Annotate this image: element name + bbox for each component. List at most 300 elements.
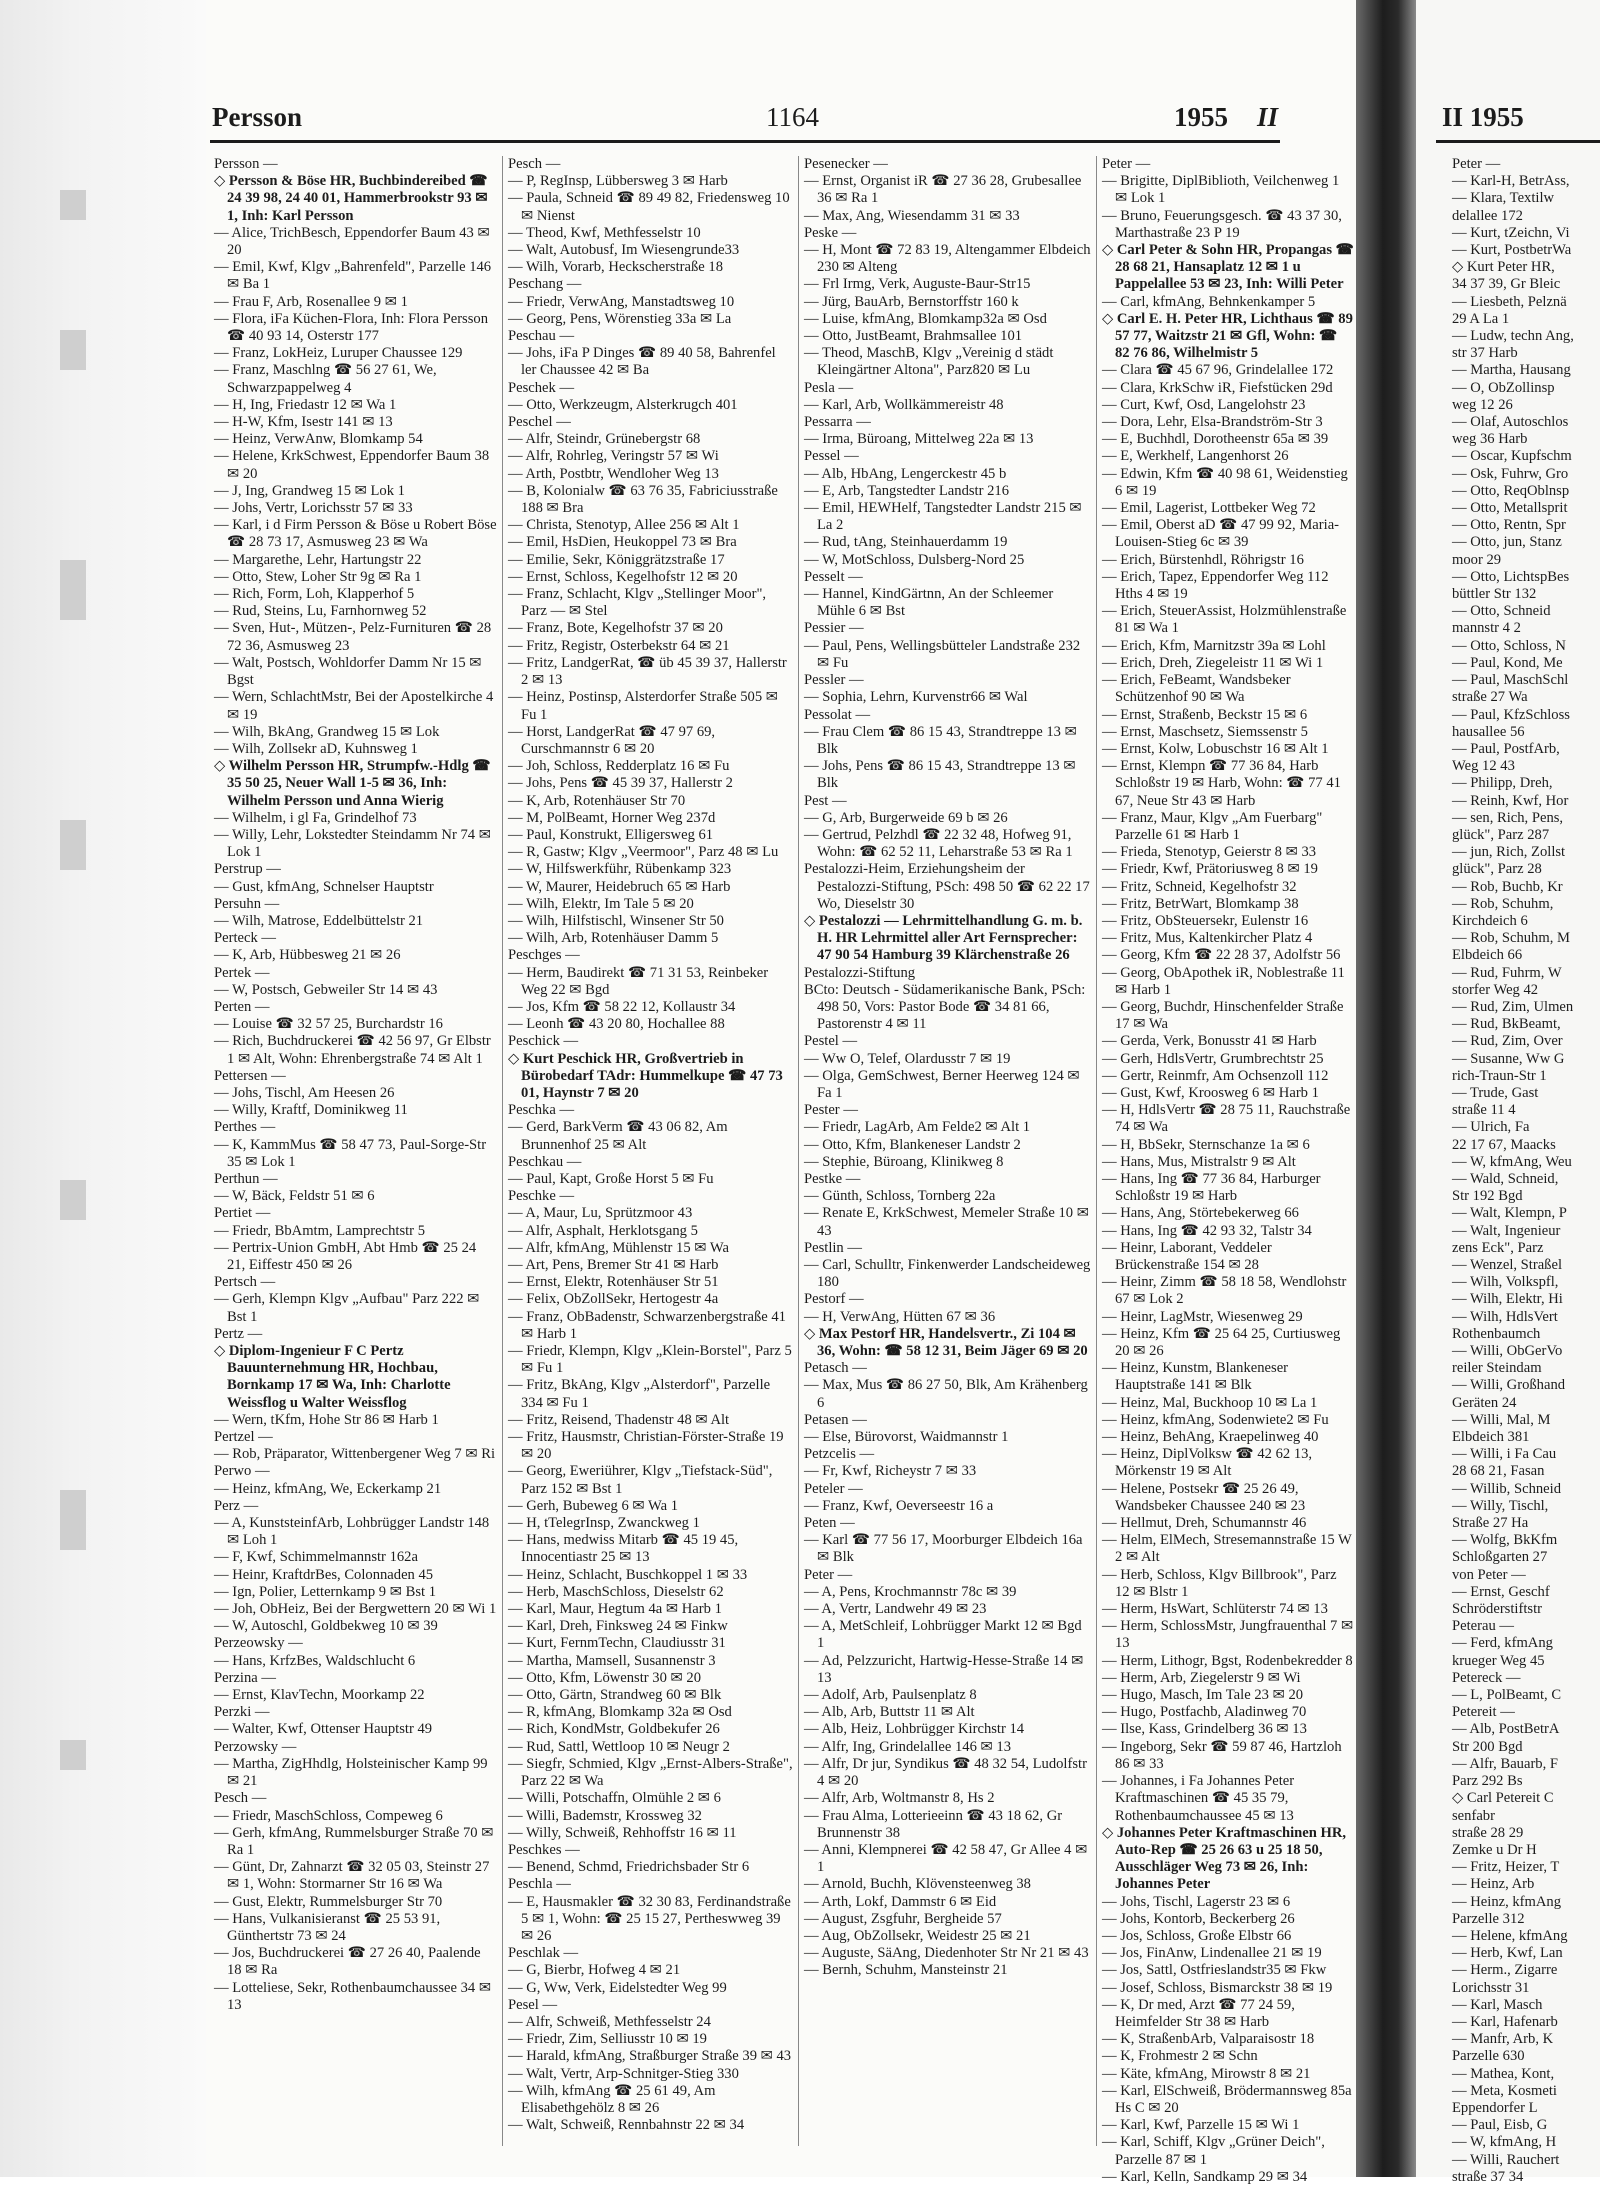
- directory-entry: — Fritz, BetrWart, Blomkamp 38: [1102, 895, 1299, 912]
- directory-entry: — Paul, PostfArb,: [1452, 740, 1560, 757]
- directory-entry: — Ernst, Klempn ☎ 77 36 84, Harb Schloßstr 19 ✉ Harb, Wohn: ☎ 77 41 67, Neue Str 43 ✉ Harb: [1102, 758, 1341, 809]
- directory-entry: — Georg, Buchdr, Hinschenfelder Straße 17 ✉ Wa: [1102, 998, 1344, 1033]
- surname-heading: Peschek —: [508, 379, 575, 396]
- surname-heading: Pesla —: [804, 379, 854, 396]
- directory-entry: — Horst, LandgerRat ☎ 47 97 69, Curschmannstr 6 ✉ 20: [508, 723, 716, 757]
- surname-heading: Pest —: [804, 792, 847, 809]
- directory-entry: — W, Bäck, Feldstr 51 ✉ 6: [214, 1188, 375, 1205]
- directory-entry: — Willy, Schweiß, Rehhoffstr 16 ✉ 11: [508, 1824, 737, 1841]
- directory-entry: — Siegfr, Schmied, Klgv „Ernst-Albers-Straße", Parz 22 ✉ Wa: [508, 1755, 793, 1790]
- directory-entry: — Osk, Fuhrw, Gro: [1452, 465, 1569, 482]
- directory-entry: rich-Traun-Str 1: [1452, 1067, 1547, 1084]
- directory-entry: ◇ Carl Peter & Sohn HR, Propangas ☎ 28 68 21, Hansaplatz 12 ✉ 1 u Pappelallee 53 ✉ 23, Inh: Willi Peter: [1102, 242, 1354, 293]
- directory-entry: Peterau —: [1452, 1618, 1515, 1635]
- directory-entry: — Friedr, Kwf, Prätoriusweg 8 ✉ 19: [1102, 861, 1318, 878]
- directory-entry: Parzelle 312: [1452, 1910, 1525, 1927]
- directory-entry: — Walter, Kwf, Ottenser Hauptstr 49: [214, 1721, 433, 1738]
- directory-entry: — Clara, KrkSchw iR, Fiefstücken 29d: [1102, 379, 1333, 396]
- surname-heading: Pessolat —: [804, 706, 871, 723]
- directory-page: [206, 0, 1356, 2185]
- directory-entry: — Karl, Dreh, Finksweg 24 ✉ Finkw: [508, 1618, 728, 1635]
- directory-entry: — Brigitte, DiplBiblioth, Veilchenweg 1 ✉ Lok 1: [1102, 173, 1340, 207]
- directory-entry: hausallee 56: [1452, 723, 1525, 740]
- directory-entry: — Rich, Form, Loh, Klapperhof 5: [214, 586, 415, 603]
- directory-entry: — Alfr, Rohrleg, Veringstr 57 ✉ Wi: [508, 448, 719, 465]
- directory-entry: — Georg, Eweriührer, Klgv „Tiefstack-Süd", Parz 152 ✉ Bst 1: [508, 1463, 773, 1497]
- surname-heading: Peschlak —: [508, 1945, 579, 1962]
- directory-entry: — Erich, Tapez, Eppendorfer Weg 112 Hths 4 ✉ 19: [1102, 568, 1329, 603]
- directory-entry: — Walt, Schweiß, Rennbahnstr 22 ✉ 34: [508, 2117, 745, 2134]
- directory-entry: Elbdeich 381: [1452, 1429, 1530, 1446]
- surname-heading: Pertz —: [214, 1325, 263, 1342]
- directory-entry: — Willi, Potschaffn, Olmühle 2 ✉ 6: [508, 1790, 721, 1807]
- surname-heading: Peschkau —: [508, 1153, 582, 1170]
- surname-heading: Peschges —: [508, 947, 580, 964]
- surname-heading: Perthes —: [214, 1119, 276, 1136]
- directory-entry: — H, Mont ☎ 72 83 19, Altengammer Elbdeich 230 ✉ Alteng: [804, 242, 1091, 276]
- directory-entry: — A, Maur, Lu, Sprützmoor 43: [508, 1205, 693, 1222]
- directory-entry: — Johs, Pens ☎ 86 15 43, Strandtreppe 13 ✉ Blk: [804, 758, 1076, 792]
- directory-entry: — K, StraßenbArb, Valparaisostr 18: [1102, 2031, 1315, 2048]
- directory-entry: — Mathea, Kont,: [1452, 2065, 1555, 2082]
- directory-entry: — Paul, Kapt, Große Horst 5 ✉ Fu: [508, 1170, 714, 1187]
- directory-entry: ◇ Wilhelm Persson HR, Strumpfw.-Hdlg ☎ 35 50 25, Neuer Wall 1-5 ✉ 36, Inh: Wilhelm Persson und Anna Wierig: [214, 758, 491, 809]
- directory-entry: — Alfr, Arb, Woltmanstr 8, Hs 2: [804, 1790, 995, 1807]
- directory-entry: — Emil, Kwf, Klgv „Bahrenfeld", Parzelle 146 ✉ Ba 1: [214, 259, 492, 293]
- directory-entry: — Wilh, Zollsekr aD, Kuhnsweg 1: [214, 740, 418, 757]
- directory-entry: — Bruno, Feuerungsgesch. ☎ 43 37 30, Marthastraße 23 P 19: [1102, 207, 1342, 241]
- directory-entry: Str 192 Bgd: [1452, 1188, 1523, 1205]
- directory-entry: — Otto, Stew, Loher Str 9g ✉ Ra 1: [214, 568, 422, 585]
- directory-entry: Schröderstiftstr: [1452, 1601, 1542, 1618]
- directory-entry: — Hans, medwiss Mitarb ☎ 45 19 45, Innocentiastr 25 ✉ 13: [508, 1532, 739, 1566]
- directory-entry: — Frau Clem ☎ 86 15 43, Strandtreppe 13 ✉ Blk: [804, 723, 1077, 757]
- scan-artifact: [60, 330, 86, 370]
- directory-entry: — Herm, Arb, Ziegelerstr 9 ✉ Wi: [1102, 1669, 1301, 1686]
- directory-entry: — Ilse, Kass, Grindelberg 36 ✉ 13: [1102, 1721, 1307, 1738]
- directory-entry: ◇ Max Pestorf HR, Handelsvertr., Zi 104 ✉ 36, Wohn: ☎ 58 12 31, Beim Jäger 69 ✉ 20: [804, 1325, 1088, 1360]
- directory-entry: — Arnold, Buchh, Klövensteenweg 38: [804, 1876, 1031, 1893]
- directory-entry: — Otto, Kfm, Löwenstr 30 ✉ 20: [508, 1669, 702, 1686]
- surname-heading: Pestlin —: [804, 1239, 862, 1256]
- surname-heading: Pertsch —: [214, 1274, 276, 1291]
- directory-entry: — Erich, Kfm, Marnitzstr 39a ✉ Lohl: [1102, 637, 1326, 654]
- directory-entry: — Meta, Kosmeti: [1452, 2082, 1557, 2099]
- directory-entry: — Alb, PostBetrA: [1452, 1721, 1560, 1738]
- directory-entry: — Max, Ang, Wiesendamm 31 ✉ 33: [804, 207, 1020, 224]
- directory-entry: — Hans, Ang, Störtebekerweg 66: [1102, 1205, 1299, 1222]
- directory-entry: — Trude, Gast: [1452, 1084, 1539, 1101]
- directory-entry: — M, PolBeamt, Horner Weg 237d: [508, 809, 716, 826]
- surname-heading: Perzki —: [214, 1704, 270, 1721]
- directory-entry: — Otto, Werkzeugm, Alsterkrugch 401: [508, 396, 738, 413]
- surname-heading: Petasen —: [804, 1411, 867, 1428]
- directory-entry: — Heinz, Kfm ☎ 25 64 25, Curtiusweg 20 ✉ 26: [1102, 1325, 1341, 1360]
- directory-entry: — Willi, Rauchert: [1452, 2151, 1560, 2168]
- directory-entry: — Herb, Kwf, Lan: [1452, 1945, 1563, 1962]
- surname-heading: Perteck —: [214, 930, 277, 947]
- directory-entry: — Ludw, techn Ang,: [1452, 328, 1574, 345]
- directory-entry: — Wilh, Vorarb, Heckscherstraße 18: [508, 259, 724, 276]
- directory-entry: glück", Parz 28: [1452, 861, 1542, 878]
- directory-entry: — Sophia, Lehrn, Kurvenstr66 ✉ Wal: [804, 689, 1028, 706]
- directory-entry: — Martha, ZigHhdlg, Holsteinischer Kamp 99 ✉ 21: [214, 1755, 488, 1790]
- directory-entry: — Willi, Bademstr, Krossweg 32: [508, 1807, 702, 1824]
- directory-entry: — Rob, Schuhm,: [1452, 895, 1554, 912]
- directory-entry: — Johs, Vertr, Lorichsstr 57 ✉ 33: [214, 500, 413, 517]
- directory-entry: — Ernst, Maschsetz, Siemssenstr 5: [1102, 723, 1308, 740]
- directory-entry: — Gerh, HdlsVertr, Grumbrechtstr 25: [1102, 1050, 1324, 1067]
- directory-entry: — Erich, SteuerAssist, Holzmühlenstraße 81 ✉ Wa 1: [1102, 603, 1347, 637]
- directory-entry: Pestalozzi-Heim, Erziehungsheim der Pestalozzi-Stiftung, PSch: 498 50 ☎ 62 22 17 Wo, Dieselstr 30: [804, 861, 1090, 912]
- directory-entry: — Edwin, Kfm ☎ 40 98 61, Weidenstieg 6 ✉ 19: [1102, 465, 1348, 499]
- directory-entry: — Rud, Fuhrm, W: [1452, 964, 1562, 981]
- directory-entry: — Ernst, Organist iR ☎ 27 36 28, Grubesallee 36 ✉ Ra 1: [804, 173, 1082, 207]
- column-divider: [502, 156, 503, 2146]
- directory-entry: — Johs, Tischl, Am Heesen 26: [214, 1084, 395, 1101]
- directory-entry: — Helene, kfmAng: [1452, 1927, 1568, 1944]
- adjacent-page: [1416, 0, 1600, 2185]
- directory-entry: — Friedr, Klempn, Klgv „Klein-Borstel", Parz 5 ✉ Fu 1: [508, 1343, 792, 1377]
- directory-entry: — H, HdlsVertr ☎ 28 75 11, Rauchstraße 74 ✉ Wa: [1102, 1102, 1351, 1136]
- directory-entry: — Wilh, Arb, Rotenhäuser Damm 5: [508, 930, 719, 947]
- directory-entry: — Olga, GemSchwest, Berner Heerweg 124 ✉ Fa 1: [804, 1067, 1080, 1101]
- surname-heading: Perzowsky —: [214, 1738, 297, 1755]
- surname-heading: Pestorf —: [804, 1291, 864, 1308]
- directory-entry: — Willy, Lehr, Lokstedter Steindamm Nr 74 ✉ Lok 1: [214, 826, 491, 861]
- surname-heading: Pessler —: [804, 672, 864, 689]
- directory-entry: — K, Frohmestr 2 ✉ Schn: [1102, 2048, 1258, 2065]
- page-number: 1164: [766, 102, 819, 132]
- directory-entry: — Leonh ☎ 43 20 80, Hochallee 88: [508, 1016, 725, 1033]
- directory-entry: — Lotteliese, Sekr, Rothenbaumchaussee 34 ✉ 13: [214, 1979, 492, 2013]
- directory-entry: straße 27 Wa: [1452, 689, 1528, 706]
- directory-entry: — Herm, HsWart, Schlüterstr 74 ✉ 13: [1102, 1601, 1328, 1618]
- directory-entry: — Irma, Büroang, Mittelweg 22a ✉ 13: [804, 431, 1034, 448]
- directory-entry: — Else, Bürovorst, Waidmannstr 1: [804, 1429, 1009, 1446]
- directory-entry: — Erich, Dreh, Ziegeleistr 11 ✉ Wi 1: [1102, 654, 1324, 671]
- directory-entry: — Susanne, Ww G: [1452, 1050, 1565, 1067]
- surname-heading: Petzcelis —: [804, 1446, 875, 1463]
- directory-entry: — Wilh, HdlsVert: [1452, 1308, 1558, 1325]
- directory-entry: — Frau F, Arb, Rosenallee 9 ✉ 1: [214, 293, 408, 310]
- directory-entry: — E, Hausmakler ☎ 32 30 83, Ferdinandstraße 5 ✉ 1, Wohn: ☎ 25 15 27, Pertheswweg 39 ✉ 26: [508, 1893, 791, 1944]
- directory-entry: — Herm, Baudirekt ☎ 71 31 53, Reinbeker Weg 22 ✉ Bgd: [508, 964, 769, 998]
- directory-entry: straße 37 34: [1452, 2168, 1524, 2185]
- directory-entry: — Paul, Kond, Me: [1452, 654, 1563, 671]
- directory-entry: — Theod, MaschB, Klgv „Vereinig d städt Kleingärtner Altona", Parz820 ✉ Lu: [804, 345, 1054, 379]
- directory-entry: — K, Arb, Rotenhäuser Str 70: [508, 792, 686, 809]
- directory-entry: — Benend, Schmd, Friedrichsbader Str 6: [508, 1859, 750, 1876]
- directory-entry: — Willy, Tischl,: [1452, 1497, 1549, 1514]
- directory-entry: — Adolf, Arb, Paulsenplatz 8: [804, 1687, 977, 1704]
- page-volume: II: [1256, 102, 1278, 132]
- directory-entry: — Georg, Pens, Wörenstieg 33a ✉ La: [508, 310, 732, 327]
- surname-heading: Pester —: [804, 1102, 858, 1119]
- directory-entry: — Rud, BkBeamt,: [1452, 1016, 1561, 1033]
- directory-entry: — Friedr, BbAmtm, Lamprechtstr 5: [214, 1222, 425, 1239]
- directory-entry: — Friedr, Zim, Selliusstr 10 ✉ 19: [508, 2031, 707, 2048]
- directory-entry: — Otto, Kfm, Blankeneser Landstr 2: [804, 1136, 1021, 1153]
- directory-entry: — Günth, Schloss, Tornberg 22a: [804, 1188, 996, 1205]
- directory-entry: — Kurt, tZeichn, Vi: [1452, 224, 1570, 241]
- directory-entry: Rothenbaumch: [1452, 1325, 1541, 1342]
- adjacent-page-column: [1452, 156, 1612, 2186]
- directory-column-1: [214, 156, 498, 2154]
- directory-entry: storfer Weg 42: [1452, 981, 1539, 998]
- directory-entry: ◇ Pestalozzi — Lehrmittelhandlung G. m. b. H. HR Lehrmittel aller Art Fernsprecher: 47 90 54 Hamburg 39 Klärchenstraße 26: [804, 912, 1083, 964]
- directory-entry: weg 12 26: [1452, 396, 1513, 413]
- directory-entry: — Clara ☎ 45 67 96, Grindelallee 172: [1102, 362, 1334, 379]
- directory-entry: — P, RegInsp, Lübbersweg 3 ✉ Harb: [508, 173, 728, 190]
- directory-entry: — Ad, Pelzzuricht, Hartwig-Hesse-Straße 14 ✉ 13: [804, 1652, 1084, 1686]
- directory-entry: von Peter —: [1452, 1566, 1526, 1583]
- directory-entry: — Willi, i Fa Cau: [1452, 1446, 1557, 1463]
- surname-heading: Pesenecker —: [804, 156, 888, 172]
- directory-entry: — Carl, Schulltr, Finkenwerder Landscheideweg 180: [804, 1257, 1091, 1291]
- directory-entry: — Ww O, Telef, Olardusstr 7 ✉ 19: [804, 1050, 1011, 1067]
- directory-entry: — Fritz, Schneid, Kegelhofstr 32: [1102, 878, 1297, 895]
- directory-entry: — Heinz, kfmAng, Sodenwiete2 ✉ Fu: [1102, 1411, 1329, 1428]
- directory-entry: — Emil, HsDien, Heukoppel 73 ✉ Bra: [508, 534, 737, 551]
- directory-entry: — Heinz, Arb: [1452, 1876, 1535, 1893]
- directory-entry: — Herb, Schloss, Klgv Billbrook", Parz 12 ✉ Blstr 1: [1102, 1566, 1337, 1600]
- directory-entry: — W, kfmAng, Weu: [1452, 1153, 1572, 1170]
- directory-entry: — Hans, Vulkanisieranst ☎ 25 53 91, Günthertstr 73 ✉ 24: [214, 1910, 441, 1944]
- surname-heading: Perwo —: [214, 1463, 270, 1480]
- directory-entry: Petereit —: [1452, 1704, 1515, 1721]
- directory-entry: — Manfr, Arb, K: [1452, 2031, 1554, 2048]
- directory-entry: — Fritz, Heizer, T: [1452, 1859, 1560, 1876]
- directory-entry: — Johs, Pens ☎ 45 39 37, Hallerstr 2: [508, 775, 733, 792]
- directory-entry: — Wald, Schneid,: [1452, 1170, 1559, 1187]
- directory-entry: — sen, Rich, Pens,: [1452, 809, 1564, 826]
- directory-entry: — Wilh, Matrose, Eddelbüttelstr 21: [214, 912, 424, 929]
- directory-entry: Peter —: [1452, 156, 1501, 172]
- directory-entry: — Franz, LokHeiz, Luruper Chaussee 129: [214, 345, 463, 362]
- directory-entry: ◇ Johannes Peter Kraftmaschinen HR, Auto-Rep ☎ 25 26 63 u 25 18 50, Ausschläger Weg 73 ✉ 26, Inh: Johannes Peter: [1102, 1824, 1347, 1893]
- directory-entry: Weg 12 43: [1452, 758, 1515, 775]
- directory-entry: — Fritz, BkAng, Klgv „Alsterdorf", Parzelle 334 ✉ Fu 1: [508, 1377, 771, 1411]
- directory-entry: — Hugo, Postfachb, Aladinweg 70: [1102, 1704, 1307, 1721]
- directory-entry: — Alice, TrichBesch, Eppendorfer Baum 43 ✉ 20: [214, 224, 490, 259]
- directory-entry: — W, Postsch, Gebweiler Str 14 ✉ 43: [214, 981, 438, 998]
- directory-entry: — Felix, ObZollSekr, Hertogestr 4a: [508, 1291, 719, 1308]
- directory-entry: — Willib, Schneid: [1452, 1480, 1561, 1497]
- directory-entry: Eppendorfer L: [1452, 2099, 1538, 2116]
- directory-entry: — E, Buchhdl, Dorotheenstr 65a ✉ 39: [1102, 431, 1329, 448]
- directory-entry: — Gust, Kwf, Kroosweg 6 ✉ Harb 1: [1102, 1084, 1319, 1101]
- scan-artifact: [60, 560, 86, 620]
- directory-entry: — Emil, HEWHelf, Tangstedter Landstr 215 ✉ La 2: [804, 500, 1082, 534]
- directory-entry: — B, Kolonialw ☎ 63 76 35, Fabriciusstraße 188 ✉ Bra: [508, 482, 778, 517]
- directory-entry: büttler Str 132: [1452, 586, 1537, 603]
- scan-artifact: [60, 1490, 86, 1550]
- directory-entry: — Emil, Lagerist, Lottbeker Weg 72: [1102, 500, 1316, 517]
- directory-entry: — Karl, Masch: [1452, 1996, 1543, 2013]
- directory-entry: — Frieda, Stenotyp, Geierstr 8 ✉ 33: [1102, 844, 1317, 861]
- directory-entry: — Heinz, VerwAnw, Blomkamp 54: [214, 431, 423, 448]
- directory-entry: — Otto, Schneid: [1452, 603, 1551, 620]
- surname-heading: Peschau —: [508, 328, 575, 345]
- directory-entry: — Willi, Großhand: [1452, 1377, 1566, 1394]
- page-year: 1955: [1174, 102, 1228, 132]
- directory-entry: — Emil, Oberst aD ☎ 47 99 92, Maria-Louisen-Stieg 6c ✉ 39: [1102, 517, 1340, 551]
- directory-entry: — Art, Pens, Bremer Str 41 ✉ Harb: [508, 1257, 719, 1273]
- directory-entry: — Jos, Schloss, Große Elbstr 66: [1102, 1927, 1292, 1944]
- directory-entry: — R, kfmAng, Blomkamp 32a ✉ Osd: [508, 1704, 732, 1721]
- directory-entry: — Wolfg, BkKfm: [1452, 1532, 1558, 1549]
- surname-heading: Peschick —: [508, 1033, 579, 1050]
- directory-entry: — Max, Mus ☎ 86 27 50, Blk, Am Krähenberg 6: [804, 1377, 1088, 1411]
- directory-entry: — Gust, Elektr, Rummelsburger Str 70: [214, 1893, 443, 1910]
- directory-entry: — Rich, KondMstr, Goldbekufer 26: [508, 1721, 720, 1738]
- directory-entry: — Gerh, Bubeweg 6 ✉ Wa 1: [508, 1497, 679, 1514]
- directory-entry: — Otto, Metallsprit: [1452, 500, 1568, 517]
- directory-entry: 28 68 21, Fasan: [1452, 1463, 1545, 1480]
- directory-column-2: [508, 156, 794, 2154]
- directory-entry: — Ferd, kfmAng: [1452, 1635, 1553, 1652]
- directory-entry: ◇ Kurt Peschick HR, Großvertrieb in Bürobedarf TAdr: Hummelkupe ☎ 47 73 01, Haynstr 7 ✉ 20: [508, 1050, 783, 1101]
- directory-entry: — Willy, Kraftf, Dominikweg 11: [214, 1102, 408, 1119]
- directory-entry: — Hans, Ing ☎ 42 93 32, Talstr 34: [1102, 1222, 1312, 1239]
- directory-entry: — Johs, Kontorb, Beckerberg 26: [1102, 1910, 1295, 1927]
- directory-entry: — Wern, tKfm, Hohe Str 86 ✉ Harb 1: [214, 1411, 439, 1428]
- directory-entry: — Klara, Textilw: [1452, 190, 1555, 207]
- directory-entry: 22 17 67, Maacks: [1452, 1136, 1556, 1153]
- directory-entry: delallee 172: [1452, 207, 1523, 224]
- directory-entry: — Fritz, Hausmstr, Christian-Förster-Straße 19 ✉ 20: [508, 1429, 784, 1463]
- directory-entry: — Franz, Schlacht, Klgv „Stellinger Moor", Parz — ✉ Stel: [508, 586, 767, 620]
- surname-heading: Peteler —: [804, 1480, 863, 1497]
- surname-heading: Pesch —: [214, 1790, 267, 1807]
- directory-entry: — Günt, Dr, Zahnarzt ☎ 32 05 03, Steinstr 27 ✉ 1, Wohn: Stormarner Str 16 ✉ Wa: [214, 1859, 490, 1893]
- left-scan-margin: [0, 0, 206, 2177]
- directory-entry: — Martha, Mamsell, Susannenstr 3: [508, 1652, 716, 1669]
- directory-entry: — Friedr, MaschSchloss, Compeweg 6: [214, 1807, 443, 1824]
- surname-heading: Peten —: [804, 1515, 855, 1532]
- directory-entry: — Sven, Hut-, Mützen-, Pelz-Furnituren ☎ 28 72 36, Asmusweg 23: [214, 620, 492, 654]
- directory-entry: — W, MotSchloss, Dulsberg-Nord 25: [804, 551, 1025, 568]
- surname-heading: Perz —: [214, 1497, 259, 1514]
- directory-entry: — Emilie, Sekr, Königgrätzstraße 17: [508, 551, 725, 568]
- directory-entry: Kirchdeich 6: [1452, 912, 1528, 929]
- directory-entry: — Otto, Rentn, Spr: [1452, 517, 1566, 534]
- directory-entry: — A, Pens, Krochmannstr 78c ✉ 39: [804, 1583, 1017, 1600]
- directory-entry: — G, Ww, Verk, Eidelstedter Weg 99: [508, 1979, 727, 1996]
- page-header: [206, 100, 1356, 140]
- directory-entry: — Gertr, Reinmfr, Am Ochsenzoll 112: [1102, 1067, 1329, 1084]
- directory-entry: — Gertrud, Pelzhdl ☎ 22 32 48, Hofweg 91, Wohn: ☎ 62 52 11, Leharstraße 53 ✉ Ra 1: [804, 826, 1073, 861]
- surname-heading: Perstrup —: [214, 861, 281, 878]
- directory-entry: — K, Dr med, Arzt ☎ 77 24 59, Heimfelder Str 38 ✉ Harb: [1102, 1996, 1295, 2030]
- directory-entry: — K, Arb, Hübbesweg 21 ✉ 26: [214, 947, 401, 964]
- directory-entry: — Karl, Arb, Wollkämmereistr 48: [804, 396, 1004, 413]
- directory-entry: — Ernst, Kolw, Lobuschstr 16 ✉ Alt 1: [1102, 740, 1329, 757]
- directory-entry: Lorichsstr 31: [1452, 1979, 1530, 1996]
- header-rule: [210, 140, 1280, 143]
- directory-entry: — Rob, Schuhm, M: [1452, 930, 1570, 947]
- directory-entry: reiler Steindam: [1452, 1360, 1542, 1377]
- column-divider: [1096, 156, 1097, 2146]
- directory-entry: — Johs, Tischl, Lagerstr 23 ✉ 6: [1102, 1893, 1291, 1910]
- directory-entry: — Gust, kfmAng, Schnelser Hauptstr: [214, 878, 434, 895]
- directory-entry: — Curt, Kwf, Osd, Langelohstr 23: [1102, 396, 1306, 413]
- directory-entry: — Walt, Vertr, Arp-Schnitger-Stieg 330: [508, 2065, 739, 2082]
- directory-entry: 29 A La 1: [1452, 310, 1510, 327]
- directory-entry: — Kurt, PostbetrWa: [1452, 242, 1572, 259]
- directory-entry: — G, Bierbr, Hofweg 4 ✉ 21: [508, 1962, 681, 1979]
- directory-entry: — Fritz, ObSteuersekr, Eulenstr 16: [1102, 912, 1309, 929]
- directory-entry: — Renate E, KrkSchwest, Memeler Straße 10 ✉ 43: [804, 1205, 1089, 1239]
- directory-entry: — Heinz, kfmAng, We, Eckerkamp 21: [214, 1480, 442, 1497]
- surname-heading: Persuhn —: [214, 895, 280, 912]
- adjacent-page-header: II 1955: [1442, 102, 1524, 132]
- surname-heading: Pertzel —: [214, 1429, 273, 1446]
- directory-entry: Geräten 24: [1452, 1394, 1517, 1411]
- directory-entry: — A, KunststeinfArb, Lohbrügger Landstr 148 ✉ Loh 1: [214, 1515, 490, 1549]
- directory-entry: — Josef, Schloss, Bismarckstr 38 ✉ 19: [1102, 1979, 1333, 1996]
- directory-entry: — W, Hilfswerkführ, Rübenkamp 323: [508, 861, 732, 878]
- directory-entry: — Paul, MaschSchl: [1452, 672, 1569, 689]
- surname-heading: Pessarra —: [804, 414, 871, 431]
- directory-entry: — H, BbSekr, Sternschanze 1a ✉ 6: [1102, 1136, 1310, 1153]
- directory-entry: — Luise, kfmAng, Blomkamp32a ✉ Osd: [804, 310, 1047, 327]
- directory-entry: — Oscar, Kupfschm: [1452, 448, 1572, 465]
- directory-entry: Parz 292 Bs: [1452, 1773, 1523, 1790]
- directory-entry: — Georg, ObApothek iR, Noblestraße 11 ✉ Harb 1: [1102, 964, 1345, 998]
- directory-entry: — A, Vertr, Landwehr 49 ✉ 23: [804, 1601, 987, 1618]
- directory-entry: — Alfr, Bauarb, F: [1452, 1755, 1559, 1772]
- directory-entry: — A, MetSchleif, Lohbrügger Markt 12 ✉ Bgd 1: [804, 1618, 1082, 1652]
- directory-entry: — Alb, Arb, Buttstr 11 ✉ Alt: [804, 1704, 975, 1721]
- directory-entry: — Anni, Klempnerei ☎ 42 58 47, Gr Allee 4 ✉ 1: [804, 1841, 1088, 1876]
- directory-entry: — Heinr, KraftdrBes, Colonnaden 45: [214, 1566, 434, 1583]
- directory-entry: — Alfr, Dr jur, Syndikus ☎ 48 32 54, Ludolfstr 4 ✉ 20: [804, 1755, 1087, 1790]
- directory-entry: — Willi, Mal, M: [1452, 1411, 1551, 1428]
- directory-entry: — Philipp, Dreh,: [1452, 775, 1553, 792]
- surname-heading: Peschang —: [508, 276, 582, 293]
- directory-entry: — Louise ☎ 32 57 25, Burchardstr 16: [214, 1016, 443, 1033]
- directory-entry: — Jos, Sattl, Ostfrieslandstr35 ✉ Fkw: [1102, 1962, 1327, 1979]
- directory-entry: — Gerh, kfmAng, Rummelsburger Straße 70 ✉ Ra 1: [214, 1824, 494, 1858]
- directory-entry: — Walt, Postsch, Wohldorfer Damm Nr 15 ✉ Bgst: [214, 654, 482, 689]
- directory-entry: — Paul, Eisb, G: [1452, 2117, 1548, 2134]
- directory-entry: — Wilh, Hilfstischl, Winsener Str 50: [508, 912, 724, 929]
- directory-entry: — L, PolBeamt, C: [1452, 1687, 1562, 1704]
- directory-entry: — Paul, KfzSchloss: [1452, 706, 1570, 723]
- directory-column-4: [1102, 156, 1354, 2185]
- directory-entry: krueger Weg 45: [1452, 1652, 1545, 1669]
- directory-entry: — Karl, Hafenarb: [1452, 2013, 1558, 2030]
- directory-entry: — Rud, Steins, Lu, Farnhornweg 52: [214, 603, 427, 620]
- directory-entry: weg 36 Harb: [1452, 431, 1528, 448]
- scan-artifact: [60, 1740, 86, 1770]
- directory-entry: — Hellmut, Dreh, Schumannstr 46: [1102, 1515, 1307, 1532]
- directory-entry: BCto: Deutsch - Südamerikanische Bank, PSch: 498 50, Vors: Pastor Bode ☎ 34 81 66, Pastorenstr 4 ✉ 11: [804, 981, 1086, 1033]
- directory-entry: — Ingeborg, Sekr ☎ 59 87 46, Hartzloh 86 ✉ 33: [1102, 1738, 1342, 1772]
- directory-entry: — W, Maurer, Heidebruch 65 ✉ Harb: [508, 878, 731, 895]
- surname-heading: Petasch —: [804, 1360, 867, 1377]
- directory-entry: 34 37 39, Gr Bleic: [1452, 276, 1561, 293]
- surname-heading: Peschel —: [508, 414, 571, 431]
- directory-entry: Petereck —: [1452, 1669, 1521, 1686]
- directory-entry: — J, Ing, Grandweg 15 ✉ Lok 1: [214, 482, 405, 499]
- directory-entry: — Georg, Kfm ☎ 22 28 37, Adolfstr 56: [1102, 947, 1341, 964]
- directory-entry: — Erich, Bürstenhdl, Röhrigstr 16: [1102, 551, 1304, 568]
- directory-entry: — Ernst, Straßenb, Beckstr 15 ✉ 6: [1102, 706, 1308, 723]
- directory-entry: — Helm, ElMech, Stresemannstraße 15 W 2 ✉ Alt: [1102, 1532, 1352, 1566]
